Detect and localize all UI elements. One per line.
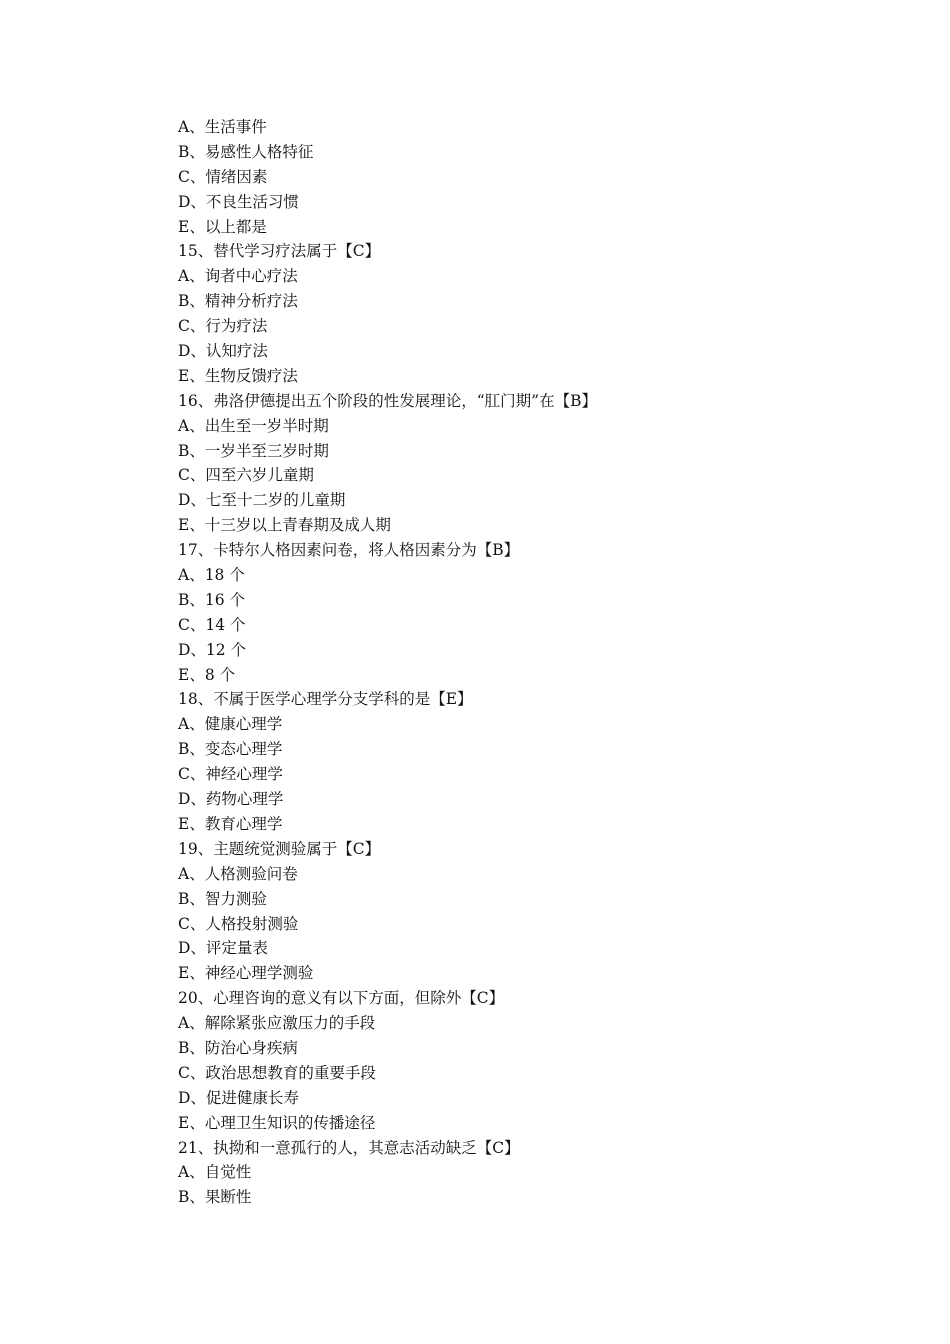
option-line: A、18 个 bbox=[178, 566, 245, 585]
option-line: E、生物反馈疗法 bbox=[178, 366, 298, 385]
option-line: B、果断性 bbox=[178, 1188, 252, 1207]
question-line: 21、执拗和一意孤行的人，其意志活动缺乏【C】 bbox=[178, 1138, 520, 1157]
option-line: E、心理卫生知识的传播途径 bbox=[178, 1113, 376, 1132]
option-line: D、12 个 bbox=[178, 640, 247, 659]
option-line: D、药物心理学 bbox=[178, 790, 284, 809]
option-line: D、不良生活习惯 bbox=[178, 192, 299, 211]
option-line: A、健康心理学 bbox=[178, 715, 283, 734]
option-line: C、四至六岁儿童期 bbox=[178, 466, 314, 485]
option-line: B、一岁半至三岁时期 bbox=[178, 441, 329, 460]
option-line: D、促进健康长寿 bbox=[178, 1088, 299, 1107]
option-line: B、精神分析疗法 bbox=[178, 292, 298, 311]
option-line: D、评定量表 bbox=[178, 939, 268, 958]
option-line: A、解除紧张应激压力的手段 bbox=[178, 1014, 376, 1033]
option-line: C、14 个 bbox=[178, 615, 246, 634]
option-line: B、易感性人格特征 bbox=[178, 142, 314, 161]
question-line: 17、卡特尔人格因素问卷，将人格因素分为【B】 bbox=[178, 541, 520, 560]
option-line: B、智力测验 bbox=[178, 889, 267, 908]
option-line: D、七至十二岁的儿童期 bbox=[178, 491, 346, 510]
question-line: 18、不属于医学心理学分支学科的是【E】 bbox=[178, 690, 473, 709]
option-line: C、政治思想教育的重要手段 bbox=[178, 1063, 376, 1082]
option-line: C、人格投射测验 bbox=[178, 914, 299, 933]
option-line: B、变态心理学 bbox=[178, 740, 283, 759]
option-line: A、自觉性 bbox=[178, 1163, 252, 1182]
option-line: B、防治心身疾病 bbox=[178, 1038, 298, 1057]
option-line: C、情绪因素 bbox=[178, 167, 268, 186]
option-line: E、神经心理学测验 bbox=[178, 964, 314, 983]
option-line: A、生活事件 bbox=[178, 118, 267, 136]
option-line: E、教育心理学 bbox=[178, 814, 283, 833]
option-line: E、以上都是 bbox=[178, 217, 267, 236]
option-line: C、行为疗法 bbox=[178, 317, 268, 336]
option-line: B、16 个 bbox=[178, 590, 246, 609]
question-line: 19、主题统觉测验属于【C】 bbox=[178, 839, 381, 858]
question-line: 20、心理咨询的意义有以下方面，但除外【C】 bbox=[178, 989, 505, 1008]
option-line: A、出生至一岁半时期 bbox=[178, 416, 329, 435]
option-line: E、8 个 bbox=[178, 665, 236, 684]
option-line: C、神经心理学 bbox=[178, 765, 283, 784]
option-line: D、认知疗法 bbox=[178, 342, 268, 361]
option-line: A、人格测验问卷 bbox=[178, 864, 298, 883]
question-line: 15、替代学习疗法属于【C】 bbox=[178, 242, 381, 261]
option-line: A、询者中心疗法 bbox=[178, 267, 298, 286]
option-line: E、十三岁以上青春期及成人期 bbox=[178, 516, 391, 535]
question-list bbox=[178, 115, 878, 1210]
question-line: 16、弗洛伊德提出五个阶段的性发展理论，“肛门期”在【B】 bbox=[178, 391, 597, 410]
